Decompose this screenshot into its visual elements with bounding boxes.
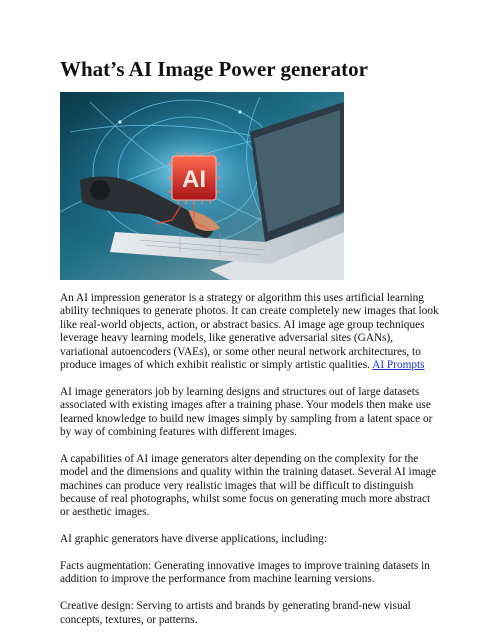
paragraph-1 bbox=[60, 292, 440, 372]
paragraph-3: A capabilities of AI image generators alter depending on the complexity for the model and the dimensions and quality within the training dataset. Several AI image machines can produce very realistic images that will be difficult to distinguish because of real photographs, whilst some focus on generating much more abstract or aesthetic images. bbox=[60, 452, 437, 519]
paragraph-2: AI image generators job by learning designs and structures out of large datasets associated with existing images after a training phase. Your models then make use learned knowledge to build new images simply by sampling from a latent space or by way of combining features with different images. bbox=[60, 385, 433, 439]
ai-prompts-link[interactable]: AI Prompts bbox=[372, 359, 425, 372]
chip-label: AI bbox=[182, 166, 206, 193]
paragraph-4: AI graphic generators have diverse applications, including: bbox=[60, 533, 327, 546]
article-body bbox=[60, 292, 440, 640]
paragraph-1-text: An AI impression generator is a strategy or algorithm this uses artificial learning ability techniques to generate photos. It can create completely new images that look like real-world objects, action, or abstract basics. AI image age group techniques leverage heavy learning models, like generative adversarial sites (GANs), variational autoencoders (VAEs), or some other neural network architectures, to produce images of which exhibit realistic or simply artistic qualities. bbox=[60, 292, 439, 372]
ai-laptop-photo-icon bbox=[60, 92, 344, 280]
hero-image bbox=[60, 92, 344, 280]
page-title: What’s AI Image Power generator bbox=[60, 57, 368, 81]
paragraph-5: Facts augmentation: Generating innovative images to improve training datasets in addition to improve the performance from machine learning versions. bbox=[60, 560, 430, 586]
paragraph-6: Creative design: Serving to artists and brands by generating brand-new visual concepts, textures, or patterns. bbox=[60, 600, 411, 626]
